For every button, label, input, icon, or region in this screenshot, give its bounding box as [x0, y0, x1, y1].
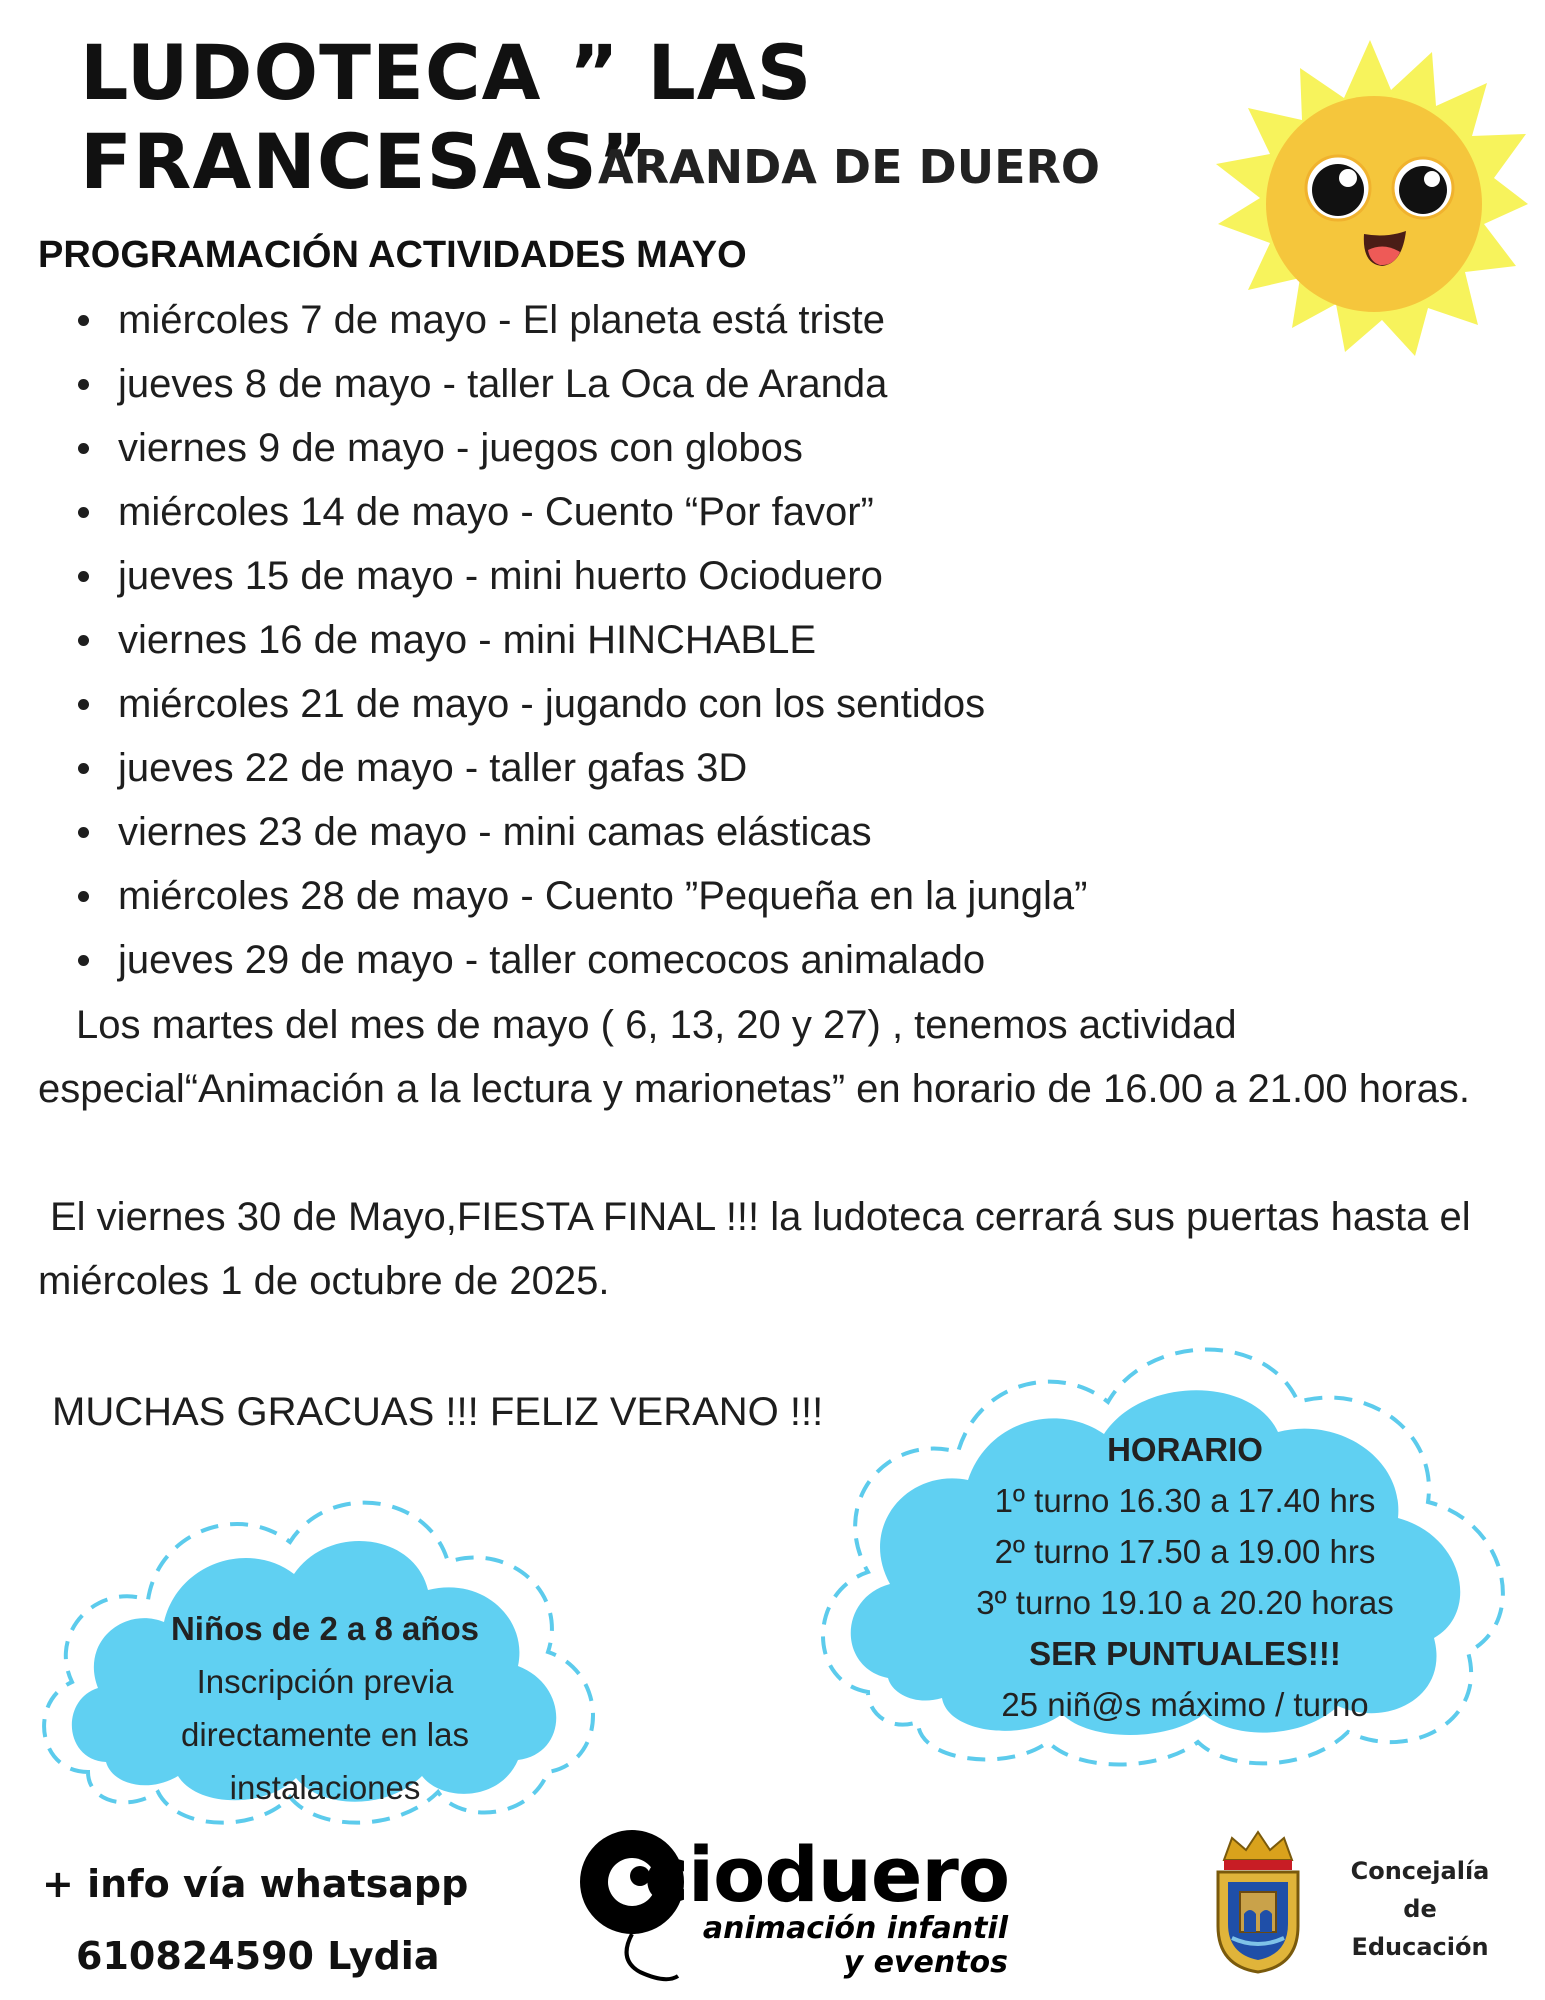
activity-text: miércoles 21 de mayo - jugando con los sentidos [118, 682, 986, 726]
capacity-line: 25 niñ@s máximo / turno [1001, 1686, 1369, 1723]
bullet-icon [78, 827, 89, 838]
bullet-icon [78, 443, 89, 454]
page-subtitle: ARANDA DE DUERO [598, 140, 1101, 194]
age-range: Niños de 2 a 8 años [170, 1610, 480, 1647]
activity-list [70, 288, 1170, 992]
whatsapp-contact [42, 1848, 522, 1992]
page-title: LUDOTECA ” LAS FRANCESAS” [80, 28, 813, 206]
bullet-icon [78, 699, 89, 710]
bullet-icon [78, 571, 89, 582]
activity-item [70, 416, 1170, 480]
activity-text: jueves 8 de mayo - taller La Oca de Aranda [118, 362, 888, 406]
registration-line: directamente en las [181, 1716, 469, 1753]
turn-line: 1º turno 16.30 a 17.40 hrs [994, 1482, 1376, 1519]
activity-text: viernes 9 de mayo - juegos con globos [118, 426, 803, 470]
activity-item [70, 800, 1170, 864]
activity-item [70, 288, 1170, 352]
activity-item [70, 544, 1170, 608]
registration-line: Inscripción previa [196, 1663, 454, 1700]
activity-text: jueves 15 de mayo - mini huerto Ocioduero [118, 554, 883, 598]
activity-item [70, 672, 1170, 736]
sun-right-eye [1393, 158, 1453, 218]
bullet-icon [78, 891, 89, 902]
activity-item [70, 928, 1170, 992]
bullet-icon [78, 763, 89, 774]
activity-text: viernes 23 de mayo - mini camas elásticas [118, 810, 872, 854]
program-heading: PROGRAMACIÓN ACTIVIDADES MAYO [38, 234, 747, 276]
activity-text: miércoles 14 de mayo - Cuento “Por favor” [118, 490, 874, 534]
sun-left-eye [1306, 156, 1370, 220]
thanks-message: MUCHAS GRACUAS !!! FELIZ VERANO !!! [52, 1390, 824, 1434]
left-cloud-text [110, 1602, 540, 1814]
department-line: de [1403, 1895, 1437, 1923]
activity-text: jueves 22 de mayo - taller gafas 3D [118, 746, 748, 790]
bullet-icon [78, 635, 89, 646]
coat-of-arms-icon [1212, 1826, 1304, 1976]
activity-item [70, 736, 1170, 800]
right-cloud-text [890, 1424, 1480, 1730]
activity-text: miércoles 7 de mayo - El planeta está triste [118, 298, 886, 342]
activity-item [70, 352, 1170, 416]
sun-icon [1210, 38, 1530, 358]
activity-text: miércoles 28 de mayo - Cuento ”Pequeña en la jungla” [118, 874, 1088, 918]
turn-line: 2º turno 17.50 a 19.00 hrs [994, 1533, 1376, 1570]
closing-paragraph: El viernes 30 de Mayo,FIESTA FINAL !!! la ludoteca cerrará sus puertas hasta el miércoles 1 de octubre de 2025. [38, 1195, 1471, 1303]
tuesday-activity-paragraph: Los martes del mes de mayo ( 6, 13, 20 y 27) , tenemos actividad especial“Animación a la lectura y marionetas” en horario de 16.00 a 21.00 horas. [38, 1003, 1470, 1111]
bullet-icon [78, 507, 89, 518]
punctuality-warning: SER PUNTUALES!!! [1029, 1635, 1341, 1672]
logo-name: cioduero [644, 1830, 1010, 1919]
bullet-icon [78, 379, 89, 390]
logo-tagline [688, 1912, 1008, 1980]
department-line: Concejalía [1350, 1857, 1490, 1885]
activity-item [70, 480, 1170, 544]
turn-line: 3º turno 19.10 a 20.20 horas [976, 1584, 1394, 1621]
bullet-icon [78, 955, 89, 966]
bullet-icon [78, 315, 89, 326]
logo-tagline-line: y eventos [843, 1945, 1008, 1980]
activity-item [70, 608, 1170, 672]
department-label [1340, 1852, 1500, 1966]
activity-item [70, 864, 1170, 928]
schedule-heading: HORARIO [1107, 1431, 1263, 1468]
whatsapp-line: + info vía whatsapp [42, 1862, 469, 1906]
activity-text: viernes 16 de mayo - mini HINCHABLE [118, 618, 817, 662]
logo-tagline-line: animación infantil [702, 1911, 1008, 1946]
phone-contact: 610824590 Lydia [76, 1934, 440, 1978]
department-line: Educación [1351, 1933, 1489, 1961]
registration-line: instalaciones [229, 1769, 421, 1806]
activity-text: jueves 29 de mayo - taller comecocos animalado [118, 938, 986, 982]
